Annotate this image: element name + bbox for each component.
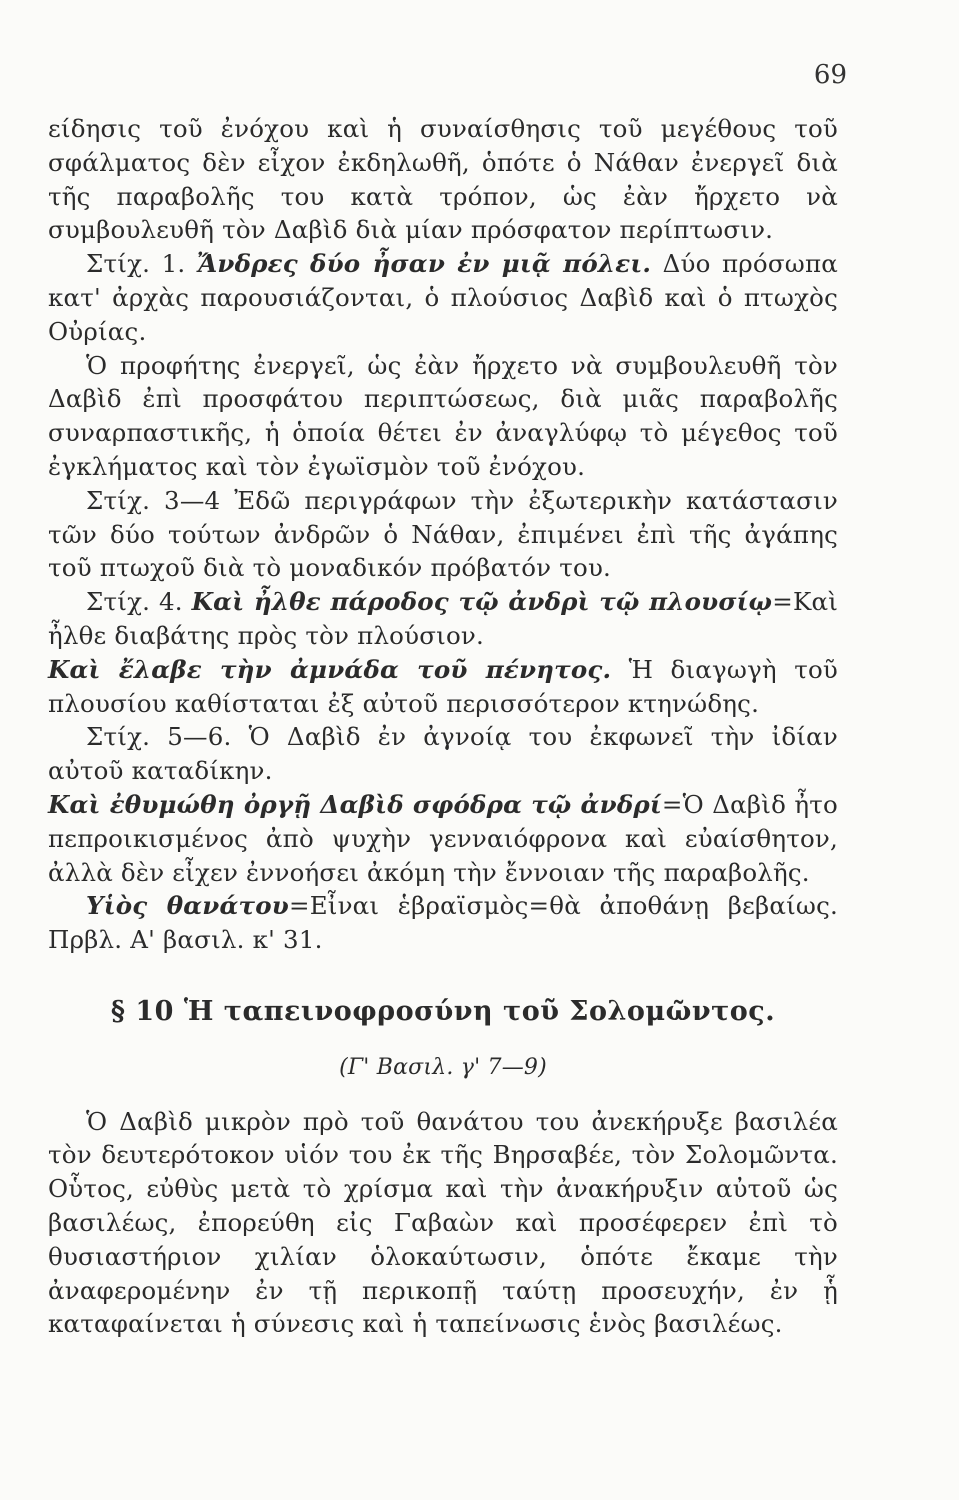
paragraph-verse-3-4: Στίχ. 3—4 Ἐδῶ περιγράφων τὴν ἐξωτερικὴν κατάστασιν τῶν δύο τούτων ἀνδρῶν ὁ Νάθαν, ἐπιμένει ἐπὶ τῆς ἀγάπης τοῦ πτωχοῦ διὰ τὸ μοναδικόν πρόβατόν του. xyxy=(48,485,838,583)
body-text xyxy=(48,112,838,1341)
paragraph-lamb xyxy=(48,653,838,721)
paragraph-son-of-death xyxy=(48,889,838,957)
paragraph-verse-1 xyxy=(48,247,838,348)
paragraph-verse-4 xyxy=(48,585,838,653)
verse-ref: Στίχ. 1. xyxy=(86,249,197,279)
commentary: Δύο πρόσωπα κατ' ἀρχὰς παρουσιάζονται, ὁ πλούσιος Δαβὶδ καὶ ὁ πτωχὸς Οὐρίας. xyxy=(48,249,838,346)
paragraph-solomon: Ὁ Δαβὶδ μικρὸν πρὸ τοῦ θανάτου του ἀνεκήρυξε βασιλέα τὸν δευτερότοκον υἱόν του ἐκ τῆς Βηρσαβέε, τὸν Σολομῶντα. Οὗτος, εὐθὺς μετὰ τὸ χρίσμα καὶ τὴν ἀνακήρυξιν αὐτοῦ ὡς βασιλέως, ἐπορεύθη εἰς Γαβαὼν καὶ προσέφερεν ἐπὶ τὸ θυσιαστήριον χιλίαν ὁλοκαύτωσιν, ὁπότε ἔκαμε τὴν ἀναφερομένην ἐν τῇ περικοπῇ ταύτῃ προσευχήν, ἐν ᾗ καταφαίνεται ἡ σύνεσις καὶ ἡ ταπείνωσις ἑνὸς βασιλέως. xyxy=(48,1106,838,1339)
verse-ref: Στίχ. 4. xyxy=(86,587,192,617)
scripture-quote: Υἱὸς θανάτου xyxy=(86,891,289,921)
paragraph-1: είδησις τοῦ ἐνόχου καὶ ἡ συναίσθησις τοῦ μεγέθους τοῦ σφάλματος δὲν εἶχον ἐκδηλωθῆ, ὁπότε ὁ Νάθαν ἐνεργεῖ διὰ τῆς παραβολῆς του κατὰ τρόπον, ὡς ἐὰν ἤρχετο νὰ συμβουλευθῆ τὸν Δαβὶδ διὰ μίαν πρόσφατον περίπτωσιν. xyxy=(48,114,838,245)
page-number: 69 xyxy=(813,60,847,90)
section-subtitle: (Γ' Βασιλ. γ' 7—9) xyxy=(339,1054,547,1080)
scripture-quote: Ἄνδρες δύο ἦσαν ἐν μιᾷ πόλει. xyxy=(196,249,652,279)
section-title: § 10 Ἡ ταπεινοφροσύνη τοῦ Σολομῶντος. xyxy=(110,995,776,1027)
paragraph-verse-5-6: Στίχ. 5—6. Ὁ Δαβὶδ ἐν ἀγνοίᾳ του ἐκφωνεῖ τὴν ἰδίαν αὐτοῦ καταδίκην. xyxy=(48,722,838,786)
commentary: =Εἶναι ἑβραϊσμὸς=θὰ ἀποθάνῃ βεβαίως. Πρβλ. Α' βασιλ. κ' 31. xyxy=(48,891,838,955)
commentary: Ἡ διαγωγὴ τοῦ πλουσίου καθίσταται ἐξ αὐτοῦ περισσότερον κτηνώδης. xyxy=(48,654,838,718)
commentary: =Ὁ Δαβὶδ ἦτο πεπροικισμένος ἀπὸ ψυχὴν γενναιόφρονα καὶ εὐαίσθητον, ἀλλὰ δὲν εἶχεν ἐννοήσει ἀκόμη τὴν ἔννοιαν τῆς παραβολῆς. xyxy=(48,789,838,887)
commentary: =Καὶ ἦλθε διαβάτης πρὸς τὸν πλούσιον. xyxy=(48,587,839,650)
paragraph-prophet: Ὁ προφήτης ἐνεργεῖ, ὡς ἐὰν ἤρχετο νὰ συμβουλευθῆ τὸν Δαβὶδ ἐπὶ προσφάτου περιπτώσεως, διὰ μιᾶς παραβολῆς συναρπαστικῆς, ἡ ὁποία θέτει ἐν ἀναγλύφῳ τὸ μέγεθος τοῦ ἐγκλήματος καὶ τὸν ἐγωϊσμὸν τοῦ ἐνόχου. xyxy=(48,350,838,481)
scripture-quote: Καὶ ἦλθε πάροδος τῷ ἀνδρὶ τῷ πλουσίῳ xyxy=(191,587,773,617)
scripture-quote: Καὶ ἔλαβε τὴν ἀμνάδα τοῦ πένητος. xyxy=(48,654,612,684)
paragraph-anger xyxy=(48,788,838,889)
scripture-quote: Καὶ ἐθυμώθη ὀργῇ Δαβὶδ σφόδρα τῷ ἀνδρί xyxy=(48,789,662,819)
